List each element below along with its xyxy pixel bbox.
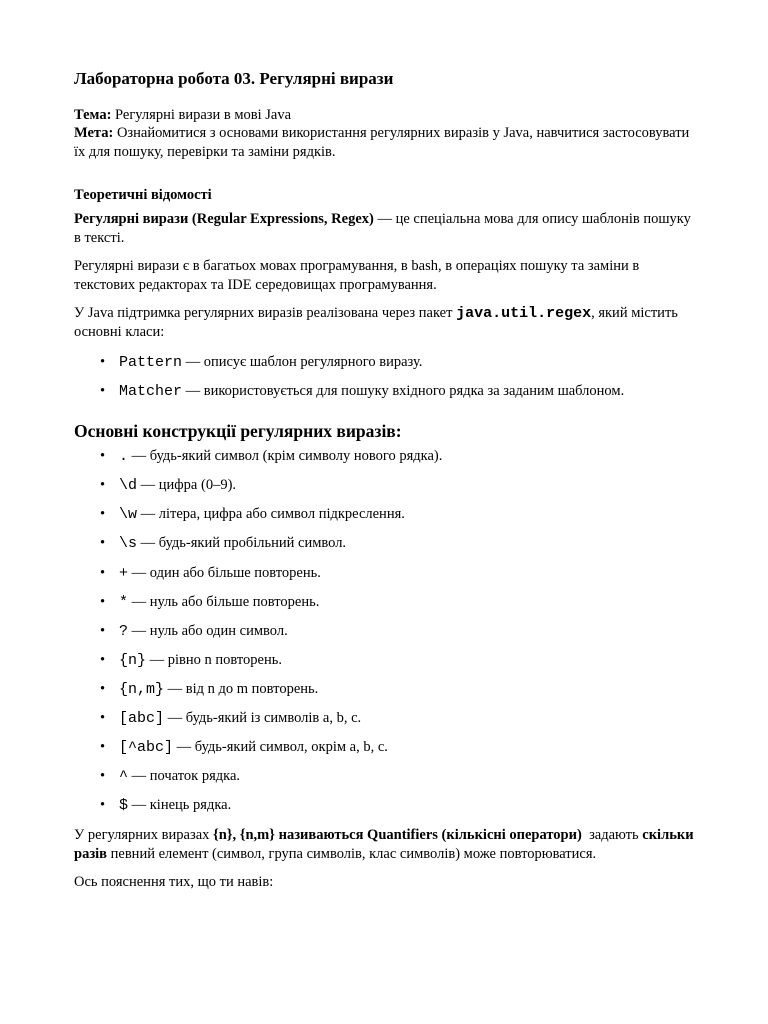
theory-heading: Теоретичні відомості (74, 187, 212, 203)
construct-code: $ (119, 797, 129, 814)
construct-code: {n,m} (119, 681, 165, 698)
java-package-code: java.util.regex (456, 305, 592, 322)
construct-description: — літера, цифра або символ підкреслення. (137, 506, 405, 522)
construct-description: — будь-який символ (крім символу нового рядка). (128, 448, 443, 464)
topic-text: Регулярні вирази в мові Java (111, 107, 292, 123)
java-intro-tail: , який містить основні класи: (74, 305, 678, 340)
regex-term: Регулярні вирази (Regular Expressions, Regex) (74, 211, 374, 227)
class-description: — використовується для пошуку вхідного рядка за заданим шаблоном. (182, 383, 625, 399)
construct-code: \d (119, 477, 138, 494)
bullet-dot: • (100, 710, 106, 726)
construct-code: [abc] (119, 710, 165, 727)
class-description: — описує шаблон регулярного виразу. (182, 354, 423, 370)
construct-code: \s (119, 535, 138, 552)
topic-line (74, 106, 694, 125)
bullet-dot: • (100, 681, 106, 697)
closing-paragraph: Ось пояснення тих, що ти навів: (74, 874, 274, 890)
construct-description: — нуль або один символ. (128, 623, 288, 639)
construct-description: — будь-який пробільний символ. (137, 535, 347, 551)
bullet-dot: • (100, 768, 106, 784)
bullet-dot: • (100, 565, 106, 581)
goal-text: Ознайомитися з основами використання регулярних виразів у Java, навчитися застосовувати їх для пошуку, перевірки та заміни рядків. (74, 125, 690, 160)
java-intro-text: У Java підтримка регулярних виразів реалізована через пакет (74, 305, 457, 321)
construct-code: \w (119, 506, 138, 523)
bullet-dot: • (100, 652, 106, 668)
bullet-dot: • (100, 477, 106, 493)
construct-description: — один або більше повторень. (128, 565, 321, 581)
construct-description: — нуль або більше повторень. (128, 594, 320, 610)
bullet-dot: • (100, 623, 106, 639)
class-code: Pattern (119, 354, 183, 371)
quantifiers-mid: задають (581, 827, 643, 843)
construct-description: — будь-який із символів a, b, c. (164, 710, 362, 726)
bullet-dot: • (100, 535, 106, 551)
construct-code: [^abc] (119, 739, 174, 756)
goal-label: Мета: (74, 125, 114, 141)
bullet-dot: • (100, 594, 106, 610)
class-code: Matcher (119, 383, 183, 400)
usage-paragraph: Регулярні вирази є в багатьох мовах програмування, в bash, в операціях пошуку та заміни в текстових редакторах та IDE середовищах програмування. (74, 258, 640, 293)
quantifiers-paragraph (74, 826, 694, 864)
bullet-dot: • (100, 383, 106, 399)
topic-label: Тема: (74, 107, 112, 123)
regex-definition: — це спеціальна мова для опису шаблонів пошуку в тексті. (74, 211, 691, 246)
construct-description: — будь-який символ, окрім a, b, c. (173, 739, 388, 755)
document-title: Лабораторна робота 03. Регулярні вирази (74, 69, 394, 88)
bullet-dot: • (100, 506, 106, 522)
construct-code: . (119, 448, 129, 465)
construct-code: ? (119, 623, 129, 640)
construct-description: — від n до m повторень. (164, 681, 319, 697)
bullet-dot: • (100, 797, 106, 813)
construct-code: {n} (119, 652, 147, 669)
bullet-dot: • (100, 354, 106, 370)
quantifiers-text: У регулярних виразах (74, 827, 214, 843)
construct-description: — рівно n повторень. (146, 652, 282, 668)
quantifiers-term: {n}, {n,m} називаються Quantifiers (кількісні оператори) (213, 827, 582, 843)
construct-code: * (119, 594, 129, 611)
bullet-dot: • (100, 448, 106, 464)
java-intro-paragraph (74, 304, 694, 342)
construct-description: — цифра (0–9). (137, 477, 237, 493)
regex-definition-paragraph (74, 210, 694, 248)
quantifiers-tail: певний елемент (символ, група символів, клас символів) може повторюватися. (107, 846, 597, 862)
goal-paragraph (74, 124, 694, 162)
quantifiers-emphasis: скільки разів (74, 827, 694, 862)
construct-code: + (119, 565, 129, 582)
construct-code: ^ (119, 768, 129, 785)
construct-description: — кінець рядка. (128, 797, 232, 813)
constructs-heading: Основні конструкції регулярних виразів: (74, 421, 402, 441)
bullet-dot: • (100, 739, 106, 755)
construct-description: — початок рядка. (128, 768, 241, 784)
